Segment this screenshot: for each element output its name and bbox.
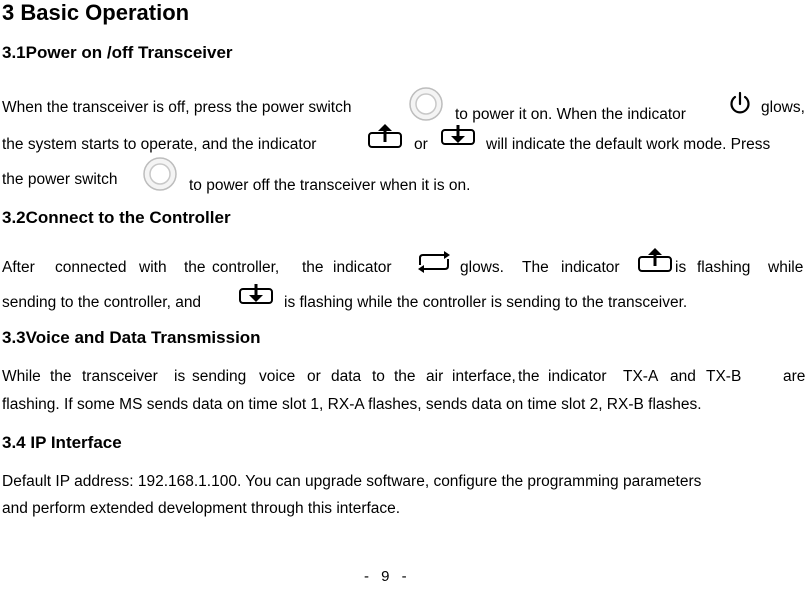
- text-fragment: sending: [192, 368, 247, 385]
- text-fragment: will indicate the default work mode. Press: [486, 136, 771, 153]
- text-fragment: or: [307, 368, 321, 385]
- text-fragment: the: [518, 368, 540, 385]
- text-fragment: air: [426, 368, 444, 385]
- text-fragment: flashing: [697, 259, 751, 276]
- text-fragment: or: [414, 136, 428, 153]
- text-fragment: glows,: [761, 99, 805, 116]
- text-fragment: TX-A: [623, 368, 659, 385]
- text-fragment: and: [670, 368, 696, 385]
- text-fragment: is flashing while the controller is sending to the transceiver.: [284, 294, 688, 311]
- text-fragment: with: [139, 259, 167, 276]
- loop-indicator-icon: [414, 249, 454, 275]
- text-fragment: is: [174, 368, 186, 385]
- section-title-3-3: 3.3Voice and Data Transmission: [2, 328, 261, 347]
- text-fragment: flashing. If some MS sends data on time slot 1, RX-A flashes, sends data on time slot 2, RX-B flashes.: [2, 396, 702, 413]
- power-switch-icon: [408, 86, 444, 122]
- text-fragment: indicator: [548, 368, 607, 385]
- text-fragment: the: [394, 368, 416, 385]
- text-fragment: to: [372, 368, 385, 385]
- text-fragment: connected: [55, 259, 127, 276]
- text-fragment: data: [331, 368, 362, 385]
- text-fragment: TX-B: [706, 368, 742, 385]
- text-fragment: to power off the transceiver when it is on.: [189, 177, 471, 194]
- text-fragment: indicator: [333, 259, 392, 276]
- power-switch-icon: [142, 156, 178, 192]
- text-fragment: the: [302, 259, 324, 276]
- text-fragment: voice: [259, 368, 296, 385]
- text-fragment: the: [184, 259, 206, 276]
- text-fragment: While: [2, 368, 41, 385]
- text-fragment: indicator: [561, 259, 620, 276]
- text-fragment: to power it on. When the indicator: [455, 106, 686, 123]
- text-fragment: transceiver: [82, 368, 158, 385]
- text-fragment: the power switch: [2, 171, 118, 188]
- page-heading: 3 Basic Operation: [2, 0, 190, 25]
- text-fragment: the system starts to operate, and the indicator: [2, 136, 317, 153]
- text-fragment: After: [2, 259, 35, 276]
- section-title-3-2: 3.2Connect to the Controller: [2, 208, 231, 227]
- text-fragment: interface,: [452, 368, 516, 385]
- power-indicator-icon: [727, 90, 753, 116]
- text-fragment: is: [675, 259, 687, 276]
- text-fragment: controller,: [212, 259, 280, 276]
- upload-indicator-icon: [636, 246, 674, 276]
- section-title-3-4: 3.4 IP Interface: [2, 433, 122, 452]
- text-fragment: sending to the controller, and: [2, 294, 202, 311]
- section-title-3-1: 3.1Power on /off Transceiver: [2, 43, 233, 62]
- text-fragment: the: [50, 368, 72, 385]
- download-indicator-icon: [439, 122, 477, 152]
- text-fragment: glows.: [460, 259, 504, 276]
- text-fragment: while: [768, 259, 804, 276]
- text-fragment: Default IP address: 192.168.1.100. You can upgrade software, configure the programming parameters: [2, 473, 702, 490]
- text-fragment: When the transceiver is off, press the power switch: [2, 99, 352, 116]
- text-fragment: are: [783, 368, 806, 385]
- download-indicator-icon: [237, 281, 275, 311]
- page-number: - 9 -: [364, 568, 411, 585]
- text-fragment: The: [522, 259, 549, 276]
- upload-indicator-icon: [366, 122, 404, 152]
- text-fragment: and perform extended development through this interface.: [2, 500, 401, 517]
